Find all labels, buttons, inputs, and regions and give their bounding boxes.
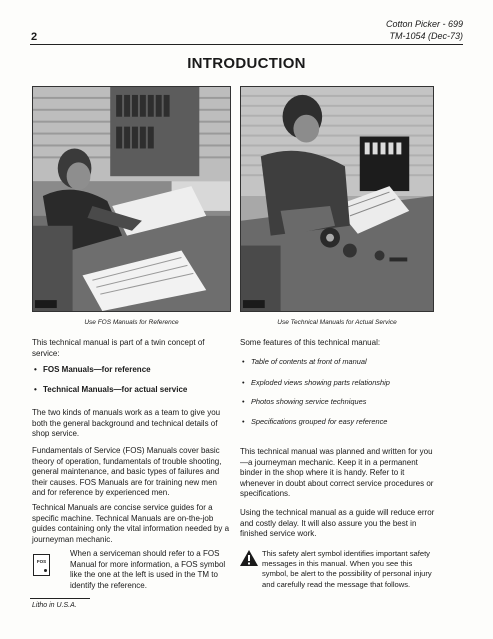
- features-intro: Some features of this technical manual:: [240, 338, 381, 347]
- fos-symbol-label: FOS: [36, 559, 47, 564]
- bullet-fos: • FOS Manuals—for reference: [43, 365, 243, 376]
- planned-para: This technical manual was planned and written for you—a journeyman mechanic. Keep it in a permanent binder in the shop where it is handy. Refer to it whenever in doubt about correct service procedures or specifications.: [240, 447, 434, 499]
- intro-para: This technical manual is part of a twin concept of service:: [32, 338, 205, 358]
- doc-title: Cotton Picker - 699: [385, 19, 463, 29]
- doc-code: TM-1054 (Dec-73): [389, 31, 463, 41]
- page-title: INTRODUCTION: [187, 55, 306, 72]
- page-number: 2: [31, 31, 38, 43]
- tm-para: Technical Manuals are concise service guides for a specific machine. Technical Manuals are on-the-job guides containing only the vital information needed by a journeyman mechanic.: [32, 503, 230, 544]
- team-para: The two kinds of manuals work as a team to give you both the general background and technical details of shop service.: [32, 408, 221, 439]
- safety-alert-icon: [240, 550, 258, 566]
- caption-right: Use Technical Manuals for Actual Service: [277, 319, 397, 326]
- header-rule: [30, 44, 463, 45]
- fos-symbol-icon: [33, 554, 50, 576]
- photo-tm-actual-service: [240, 86, 434, 312]
- litho-note: Litho in U.S.A.: [32, 602, 77, 609]
- photo-fos-reference: [32, 86, 231, 312]
- caption-left: Use FOS Manuals for Reference: [84, 319, 179, 326]
- safety-para: This safety alert symbol identifies important safety messages in this manual. When you see this symbol, be alert to the possibility of personal injury and carefully read the message that follows.: [262, 549, 432, 589]
- bullet-tm: • Technical Manuals—for actual service: [43, 385, 243, 396]
- feature-item: • Specifications grouped for easy reference: [251, 417, 447, 428]
- running-header: [386, 18, 463, 42]
- guide-para: Using the technical manual as a guide will reduce error and costly delay. It will also assure you the best in finished service work.: [240, 508, 435, 539]
- feature-item: • Exploded views showing parts relationship: [251, 378, 447, 389]
- feature-item: • Photos showing service techniques: [251, 397, 447, 408]
- feature-item: • Table of contents at front of manual: [251, 357, 447, 368]
- fos-symbol-para: When a serviceman should refer to a FOS Manual for more information, a FOS symbol like the one at the left is used in the TM to identify the reference.: [70, 549, 226, 590]
- footer-rule: [30, 598, 90, 599]
- fos-para: Fundamentals of Service (FOS) Manuals cover basic theory of operation, fundamentals of trouble shooting, general maintenance, and basic types of failures and their causes. FOS Manuals are for training new men and for reference by experienced men.: [32, 446, 222, 498]
